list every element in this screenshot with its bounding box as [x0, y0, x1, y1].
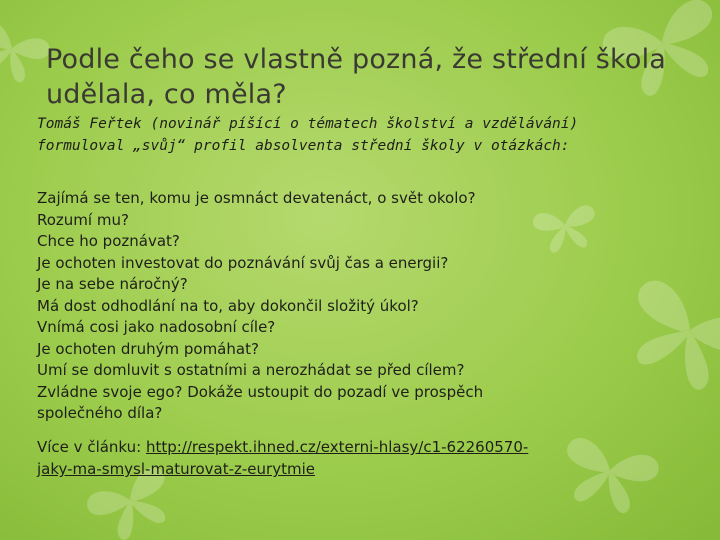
article-link[interactable]: http://respekt.ihned.cz/externi-hlasy/c1-62260570- [145, 438, 529, 456]
article-link-continued[interactable]: jaky-ma-smysl-maturovat-z-eurytmie [37, 460, 315, 478]
question-item: Je ochoten druhým pomáhat? [37, 339, 259, 358]
question-item: Je na sebe náročný? [37, 275, 188, 293]
intro-line: formuloval „svůj“ profil absolventa střední školy v otázkách: [37, 138, 570, 154]
more-label: Více v článku: [37, 438, 146, 456]
intro-text [37, 113, 697, 157]
question-item: Rozumí mu? [37, 210, 129, 229]
question-item: Zvládne svoje ego? Dokáže ustoupit do pozadí ve prospěch [37, 382, 484, 401]
question-item: Vnímá cosi jako nadosobní cíle? [37, 318, 276, 336]
question-item: Má dost odhodlání na to, aby dokončil složitý úkol? [37, 296, 419, 315]
question-item: Chce ho poznávat? [37, 232, 180, 250]
question-item: Zajímá se ten, komu je osmnáct devatenáct, o svět okolo? [37, 189, 476, 207]
question-list [37, 188, 677, 425]
slide-title: Podle čeho se vlastně pozná, že střední škola udělala, co měla? [46, 44, 667, 110]
intro-line: Tomáš Feřtek (novinář píšící o tématech školství a vzdělávání) [37, 116, 579, 132]
question-item: společného díla? [37, 404, 163, 422]
question-item: Je ochoten investovat do poznávání svůj čas a energii? [37, 253, 449, 272]
question-item: Umí se domluvit s ostatními a nerozhádat se před cílem? [37, 361, 465, 379]
more-info [37, 436, 697, 480]
